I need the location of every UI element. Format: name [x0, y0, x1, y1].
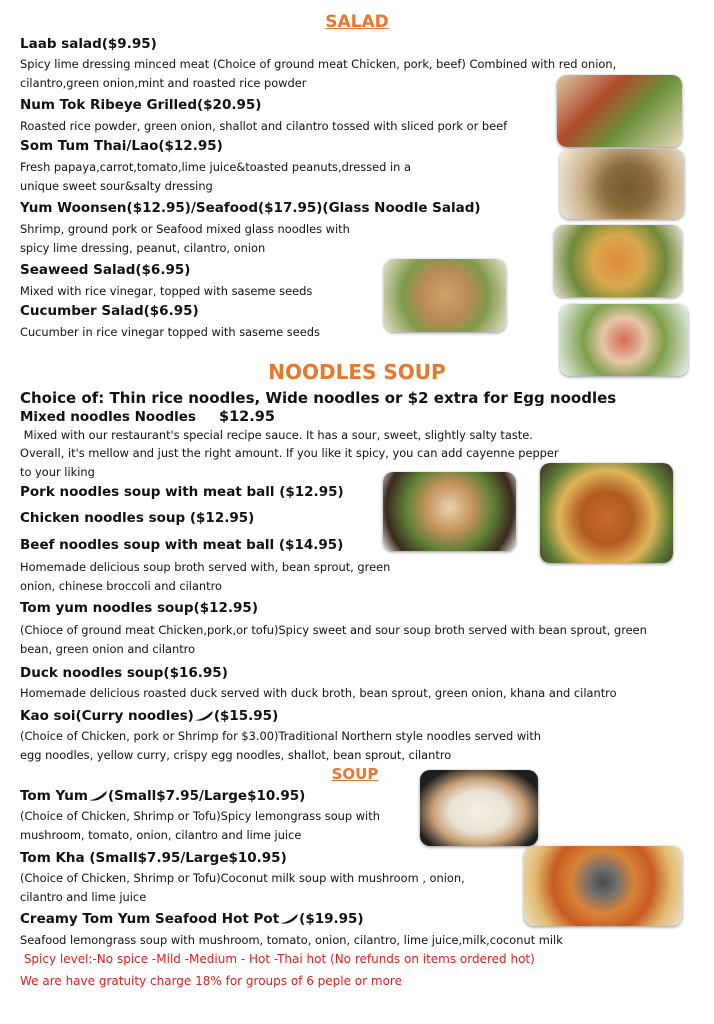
- tom-kha-desc-1: (Choice of Chicken, Shrimp or Tofu)Coconut milk soup with mushroom , onion,: [20, 871, 465, 885]
- num-tok-desc: Roasted rice powder, green onion, shallot and cilantro tossed with sliced pork or beef: [20, 119, 508, 133]
- som-tum-desc-1: Fresh papaya,carrot,tomato,lime juice&toasted peanuts,dressed in a: [20, 160, 411, 174]
- beef-noodles-title: Beef noodles soup with meat ball ($14.95): [20, 537, 344, 553]
- mixed-noodles-price: $12.95: [219, 409, 275, 425]
- pork-noodles-title: Pork noodles soup with meat ball ($12.95): [20, 484, 344, 500]
- yum-woonsen-title: Yum Woonsen($12.95)/Seafood($17.95)(Glass Noodle Salad): [20, 200, 481, 216]
- beef-noodles-desc-1: Homemade delicious soup broth served with, bean sprout, green: [20, 560, 391, 574]
- chicken-noodles-title: Chicken noodles soup ($12.95): [20, 510, 255, 526]
- som-tum-photo: [554, 225, 682, 297]
- tom-kha-title: Tom Kha (Small$7.95/Large$10.95): [20, 850, 287, 866]
- beef-noodles-desc-2: onion, chinese broccoli and cilantro: [20, 579, 223, 593]
- noodles-heading: NOODLES SOUP: [268, 360, 446, 384]
- cucumber-title: Cucumber Salad($6.95): [20, 303, 199, 319]
- tom-yum-desc-1: (Choice of Chicken, Shrimp or Tofu)Spicy lemongrass soup with: [20, 809, 380, 823]
- yum-woonsen-desc-2: spicy lime dressing, peanut, cilantro, onion: [20, 241, 266, 255]
- mixed-noodles-desc-2: Overall, it's mellow and just the right amount. If you like it spicy, you can add cayenne pepper: [20, 446, 559, 460]
- seaweed-title: Seaweed Salad($6.95): [20, 262, 191, 278]
- hot-pot-desc: Seafood lemongrass soup with mushroom, tomato, onion, cilantro, lime juice,milk,coconut milk: [20, 933, 563, 947]
- som-tum-desc-2: unique sweet sour&salty dressing: [20, 179, 213, 193]
- hot-pot-photo: [524, 846, 682, 926]
- mixed-noodles-desc-3: to your liking: [20, 465, 95, 478]
- kao-soi-desc-2: egg noodles, yellow curry, crispy egg noodles, shallot, bean sprout, cilantro: [20, 748, 452, 762]
- tom-kha-desc-2: cilantro and lime juice: [20, 890, 147, 904]
- som-tum-title: Som Tum Thai/Lao($12.95): [20, 138, 223, 154]
- duck-noodles-title: Duck noodles soup($16.95): [20, 665, 228, 681]
- tom-yum-price: (Small$7.95/Large$10.95): [107, 788, 306, 804]
- tomyum-noodles-desc-1: (Chioce of ground meat Chicken,pork,or tofu)Spicy sweet and sour soup broth served with bean sprout, green: [20, 623, 647, 637]
- soup-heading: SOUP: [331, 765, 379, 783]
- seaweed-desc: Mixed with rice vinegar, topped with saseme seeds: [20, 284, 313, 298]
- tom-yum-title: [20, 788, 305, 804]
- tom-yum-name: Tom Yum: [20, 788, 88, 804]
- kao-soi-desc-1: (Choice of Chicken, pork or Shrimp for $3.00)Traditional Northern style noodles served with: [20, 729, 542, 743]
- spicy-level-note: Spicy level:-No spice -Mild -Medium - Hot -Thai hot (No refunds on items ordered hot): [20, 952, 535, 966]
- salad-heading: SALAD: [325, 12, 389, 32]
- yum-woonsen-photo: [384, 259, 506, 332]
- kao-soi-title: [20, 708, 278, 724]
- cucumber-desc: Cucumber in rice vinegar topped with saseme seeds: [20, 325, 320, 339]
- mixed-noodles-title: Mixed noodles Noodles: [20, 409, 196, 425]
- duck-noodles-desc: Homemade delicious roasted duck served with duck broth, bean sprout, green onion, khana and cilantro: [20, 686, 617, 700]
- tom-yum-photo: [420, 770, 538, 846]
- tomyum-noodles-desc-2: bean, green onion and cilantro: [20, 642, 196, 656]
- tom-yum-desc-2: mushroom, tomato, onion, cilantro and lime juice: [20, 828, 302, 842]
- pepper-icon: [194, 710, 214, 722]
- laab-salad-photo: [557, 75, 682, 147]
- laab-salad-title: Laab salad($9.95): [20, 36, 157, 52]
- num-tok-photo: [560, 149, 684, 219]
- kao-soi-photo: [540, 463, 673, 563]
- yum-woonsen-desc-1: Shrimp, ground pork or Seafood mixed glass noodles with: [20, 222, 350, 236]
- tomyum-noodles-title: Tom yum noodles soup($12.95): [20, 600, 258, 616]
- kao-soi-price: ($15.95): [213, 708, 279, 724]
- pepper-icon: [88, 790, 108, 802]
- laab-salad-desc: Spicy lime dressing minced meat (Choice of ground meat Chicken, pork, beef) Combined with red onion, cilantro,green onion,mint and roasted rice powder: [20, 57, 617, 90]
- hot-pot-title: [20, 911, 364, 927]
- noodle-soup-photo: [383, 472, 516, 551]
- pepper-icon: [279, 913, 299, 925]
- gratuity-note: We are have gratuity charge 18% for groups of 6 peple or more: [20, 974, 402, 988]
- kao-soi-name: Kao soi(Curry noodles): [20, 708, 194, 724]
- hot-pot-price: ($19.95): [299, 911, 364, 927]
- hot-pot-name: Creamy Tom Yum Seafood Hot Pot: [20, 911, 280, 927]
- mixed-noodles-desc-1: Mixed with our restaurant's special recipe sauce. It has a sour, sweet, slightly salty taste.: [20, 428, 533, 442]
- num-tok-title: Num Tok Ribeye Grilled($20.95): [20, 97, 262, 113]
- noodle-choice: Choice of: Thin rice noodles, Wide noodles or $2 extra for Egg noodles: [20, 389, 617, 407]
